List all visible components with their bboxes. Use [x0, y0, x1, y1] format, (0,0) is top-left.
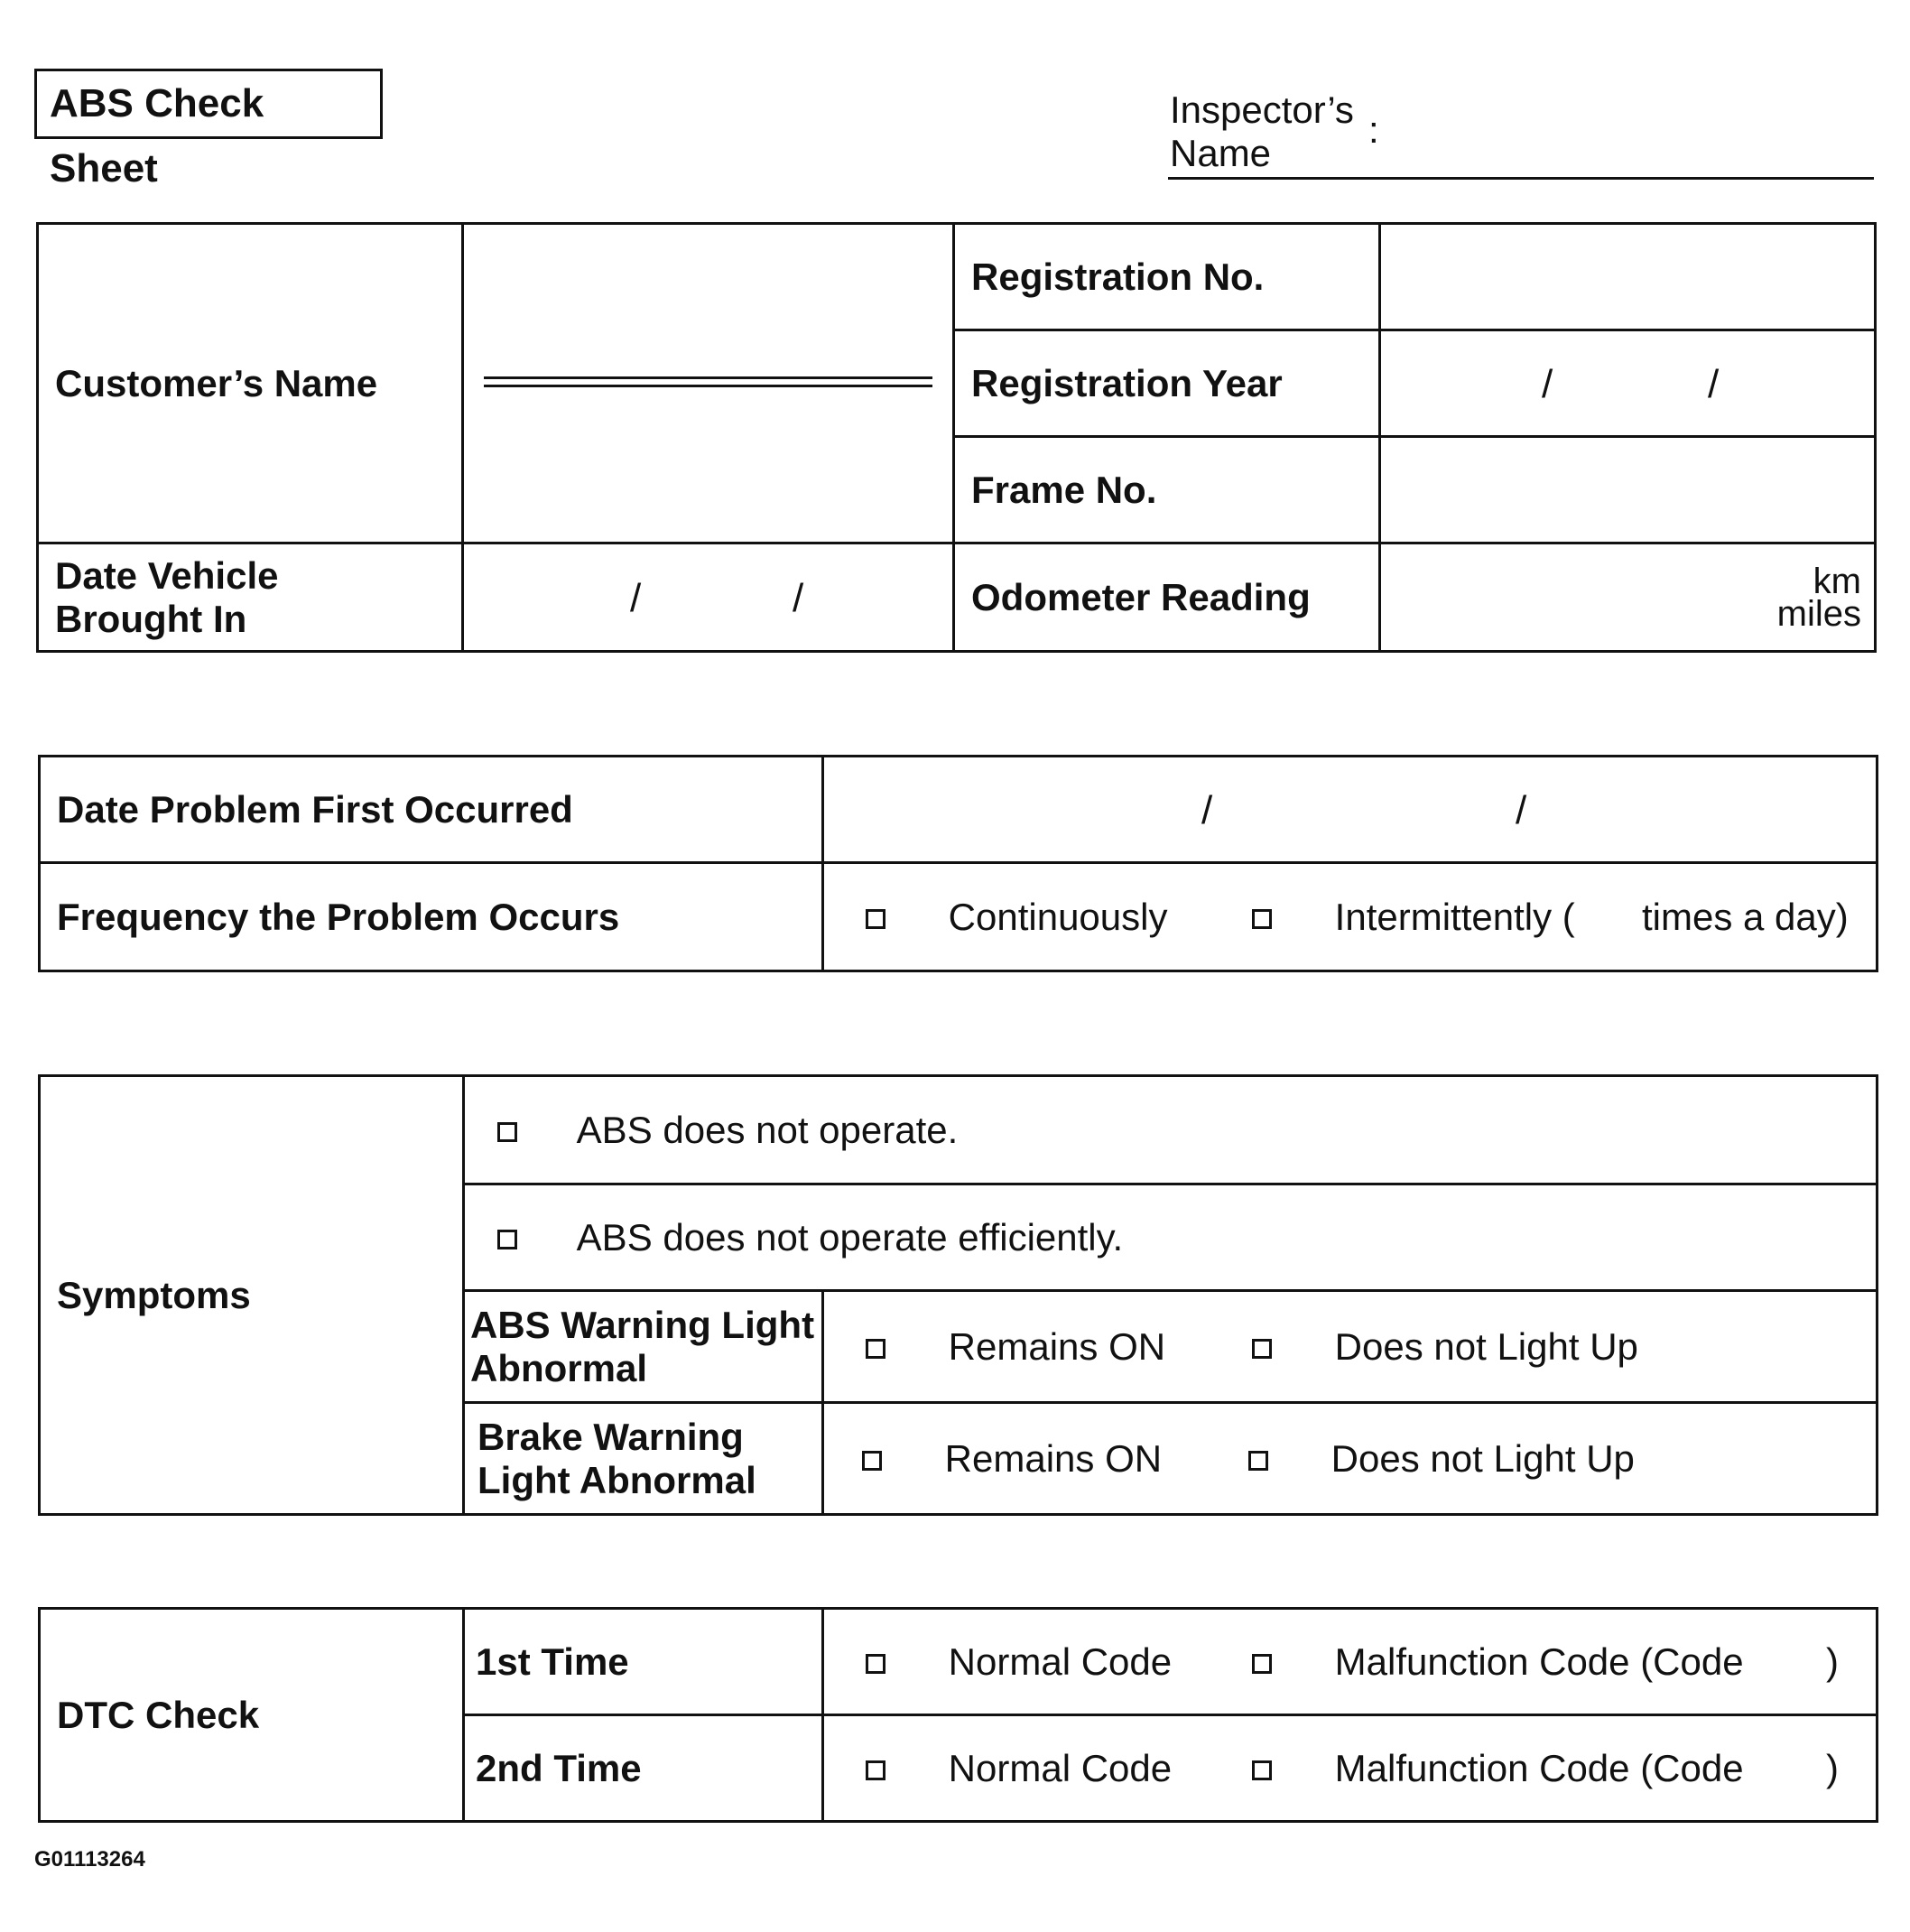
checkbox-icon[interactable] [1252, 1760, 1272, 1780]
unit-miles: miles [1776, 593, 1861, 634]
dtc-second-time-options [823, 1715, 1878, 1822]
date-slash: / [630, 575, 642, 620]
dtc2-close-paren: ) [1826, 1746, 1839, 1789]
inspector-label-line1: Inspector’s [1170, 88, 1354, 131]
dtc1-close-paren: ) [1826, 1639, 1839, 1683]
symptom-not-efficient-row [464, 1184, 1878, 1291]
checkbox-icon[interactable] [497, 1230, 517, 1249]
dtc2-malfunction-code-option[interactable] [1252, 1747, 1744, 1790]
brake-light-line1: Brake Warning [478, 1415, 744, 1458]
registration-no-label: Registration No. [954, 224, 1380, 330]
checkbox-icon[interactable] [1252, 909, 1272, 929]
brake-not-light-up-option[interactable] [1248, 1437, 1635, 1481]
registration-year-field[interactable] [1380, 330, 1876, 437]
vehicle-info-table [36, 222, 1877, 653]
customer-name-underline [484, 376, 932, 391]
checkbox-icon[interactable] [866, 909, 885, 929]
checkbox-icon[interactable] [866, 1760, 885, 1780]
abs-not-operate-label: ABS does not operate. [576, 1108, 959, 1151]
abs-light-line2: Abnormal [470, 1346, 648, 1389]
frequency-label: Frequency the Problem Occurs [40, 863, 823, 971]
odometer-reading-label: Odometer Reading [954, 543, 1380, 652]
brake-warning-light-label [464, 1403, 823, 1515]
checkbox-icon[interactable] [866, 1339, 885, 1359]
continuously-option[interactable] [866, 896, 1167, 939]
abs-not-efficient-label: ABS does not operate efficiently. [576, 1215, 1124, 1259]
date-problem-first-occurred-field[interactable] [823, 757, 1878, 863]
date-slash: / [793, 575, 804, 620]
intermittently-label: Intermittently ( [1334, 895, 1575, 938]
problem-occurrence-table [38, 755, 1878, 972]
odometer-reading-field[interactable] [1380, 543, 1876, 652]
inspector-colon: : [1368, 108, 1379, 151]
dtc2-malfunction-code-label: Malfunction Code (Code [1334, 1746, 1744, 1789]
figure-id: G01113264 [34, 1847, 145, 1872]
abs-not-light-up-option[interactable] [1252, 1325, 1638, 1369]
frame-no-label: Frame No. [954, 437, 1380, 543]
inspector-name-label [1170, 88, 1379, 175]
brake-remains-on-option[interactable] [862, 1437, 1162, 1481]
checkbox-icon[interactable] [497, 1122, 517, 1142]
date-slash: / [1708, 361, 1720, 406]
registration-year-label: Registration Year [954, 330, 1380, 437]
date-vehicle-brought-in-field[interactable] [463, 543, 954, 652]
frequency-options [823, 863, 1878, 971]
inspector-name-field[interactable] [1168, 177, 1874, 180]
dtc-check-table [38, 1607, 1878, 1823]
date-problem-first-occurred-label: Date Problem First Occurred [40, 757, 823, 863]
abs-warning-light-label [464, 1291, 823, 1403]
date-in-label-line1: Date Vehicle [55, 553, 279, 597]
dtc-second-time-label: 2nd Time [464, 1715, 823, 1822]
checkbox-icon[interactable] [1252, 1654, 1272, 1674]
abs-warning-light-options [823, 1291, 1878, 1403]
continuously-label: Continuously [948, 895, 1168, 938]
date-slash: / [1516, 787, 1527, 832]
abs-not-efficient-option[interactable] [497, 1216, 1123, 1259]
checkbox-icon[interactable] [1248, 1451, 1268, 1471]
unit-km: km [1813, 561, 1861, 601]
symptoms-table [38, 1074, 1878, 1516]
dtc1-normal-code-option[interactable] [866, 1640, 1172, 1684]
checkbox-icon[interactable] [862, 1451, 882, 1471]
frame-no-field[interactable] [1380, 437, 1876, 543]
date-in-label-line2: Brought In [55, 597, 247, 640]
dtc1-normal-code-label: Normal Code [948, 1639, 1173, 1683]
abs-remains-on-option[interactable] [866, 1325, 1165, 1369]
symptoms-label: Symptoms [40, 1076, 464, 1515]
checkbox-icon[interactable] [866, 1654, 885, 1674]
brake-remains-on-label: Remains ON [944, 1436, 1163, 1480]
registration-no-field[interactable] [1380, 224, 1876, 330]
customer-name-label: Customer’s Name [38, 224, 463, 543]
dtc2-normal-code-label: Normal Code [948, 1746, 1173, 1789]
brake-warning-light-options [823, 1403, 1878, 1515]
date-slash: / [1542, 361, 1553, 406]
brake-light-line2: Light Abnormal [478, 1458, 756, 1501]
dtc-first-time-options [823, 1609, 1878, 1715]
inspector-label-line2: Name [1170, 132, 1272, 174]
date-vehicle-brought-in-label [38, 543, 463, 652]
dtc-check-label: DTC Check [40, 1609, 464, 1822]
sheet-title: ABS Check Sheet [34, 69, 383, 139]
abs-not-light-up-label: Does not Light Up [1334, 1324, 1638, 1368]
customer-name-field[interactable] [463, 224, 954, 543]
abs-not-operate-option[interactable] [497, 1109, 958, 1152]
dtc1-malfunction-code-option[interactable] [1252, 1640, 1744, 1684]
date-slash: / [1201, 787, 1213, 832]
intermittently-option[interactable] [1252, 896, 1575, 939]
abs-light-line1: ABS Warning Light [470, 1303, 815, 1346]
dtc1-malfunction-code-label: Malfunction Code (Code [1334, 1639, 1744, 1683]
symptom-not-operate-row [464, 1076, 1878, 1184]
abs-remains-on-label: Remains ON [948, 1324, 1166, 1368]
dtc-first-time-label: 1st Time [464, 1609, 823, 1715]
dtc2-normal-code-option[interactable] [866, 1747, 1172, 1790]
brake-not-light-up-label: Does not Light Up [1331, 1436, 1635, 1480]
times-a-day-label: times a day) [1642, 895, 1849, 938]
checkbox-icon[interactable] [1252, 1339, 1272, 1359]
